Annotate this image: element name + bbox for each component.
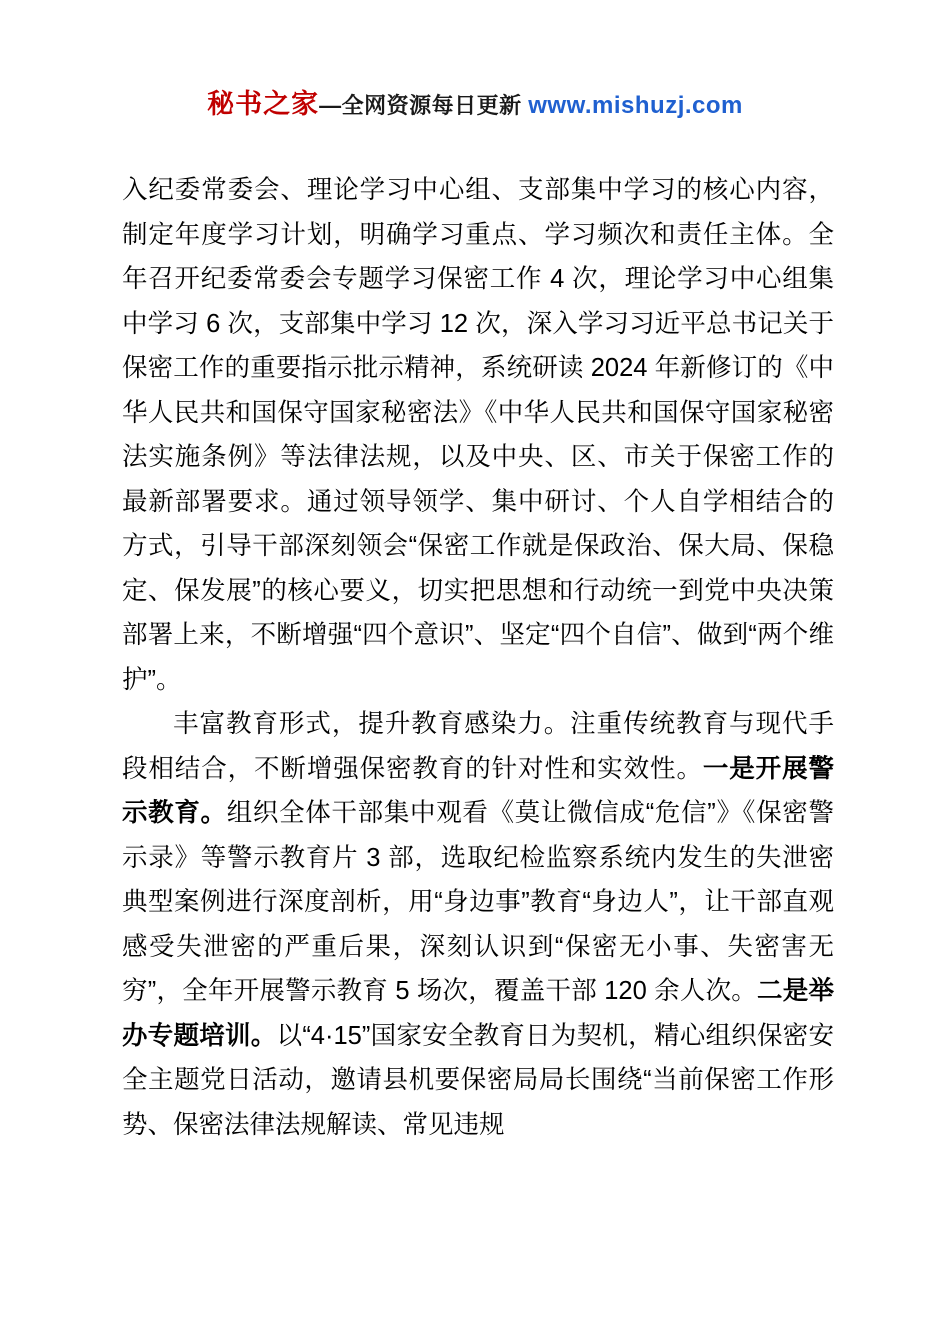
site-url[interactable]: www.mishuzj.com — [528, 92, 743, 119]
paragraph-2-heading-b: 二是举办专题培训。 — [122, 977, 834, 1050]
paragraph-1-text: 入纪委常委会、理论学习中心组、支部集中学习的核心内容，制定年度学习计划，明确学习重点、学习频次和责任主体。全年召开纪委常委会专题学习保密工作 4 次，理论学习中心组集中学习 6 次，支部集中学习 12 次，深入学习习近平总书记关于保密工作的重要指示批示精神，系统研读 2024 年新修订的《中华人民共和国保守国家秘密法》《中华人民共和国保守国家秘密法实施条例》等法律法规，以及中央、区、市关于保密工作的最新部署要求。通过领导领学、集中研讨、个人自学相结合的方式，引导干部深刻领会“保密工作就是保政治、保大局、保稳定、保发展”的核心要义，切实把思想和行动统一到党中央决策部署上来，不断增强“四个意识”、坚定“四个自信”、做到“两个维护”。 — [122, 176, 834, 694]
paragraph-2 — [122, 702, 834, 1147]
paragraph-1 — [122, 168, 834, 702]
paragraph-2-text-a: 丰富教育形式，提升教育感染力。注重传统教育与现代手段相结合，不断增强保密教育的针对性和实效性。 — [122, 710, 834, 783]
site-tagline: —全网资源每日更新 — [319, 93, 529, 118]
document-body — [122, 168, 834, 1147]
paragraph-2-heading-a: 一是开展警示教育。 — [122, 754, 834, 827]
site-watermark-header — [0, 82, 950, 121]
paragraph-2-text-c: 以“4·15”国家安全教育日为契机，精心组织保密安全主题党日活动，邀请县机要保密局局长围绕“当前保密工作形势、保密法律法规解读、常见违规 — [122, 1021, 834, 1139]
site-brand-name: 秘书之家 — [207, 89, 320, 119]
paragraph-2-text-b: 组织全体干部集中观看《莫让微信成“危信”》《保密警示录》等警示教育片 3 部，选取纪检监察系统内发生的失泄密典型案例进行深度剖析，用“身边事”教育“身边人”，让干部直观感受失泄密的严重后果，深刻认识到“保密无小事、失密害无穷”，全年开展警示教育 5 场次，覆盖干部 120 余人次。 — [122, 799, 834, 1005]
